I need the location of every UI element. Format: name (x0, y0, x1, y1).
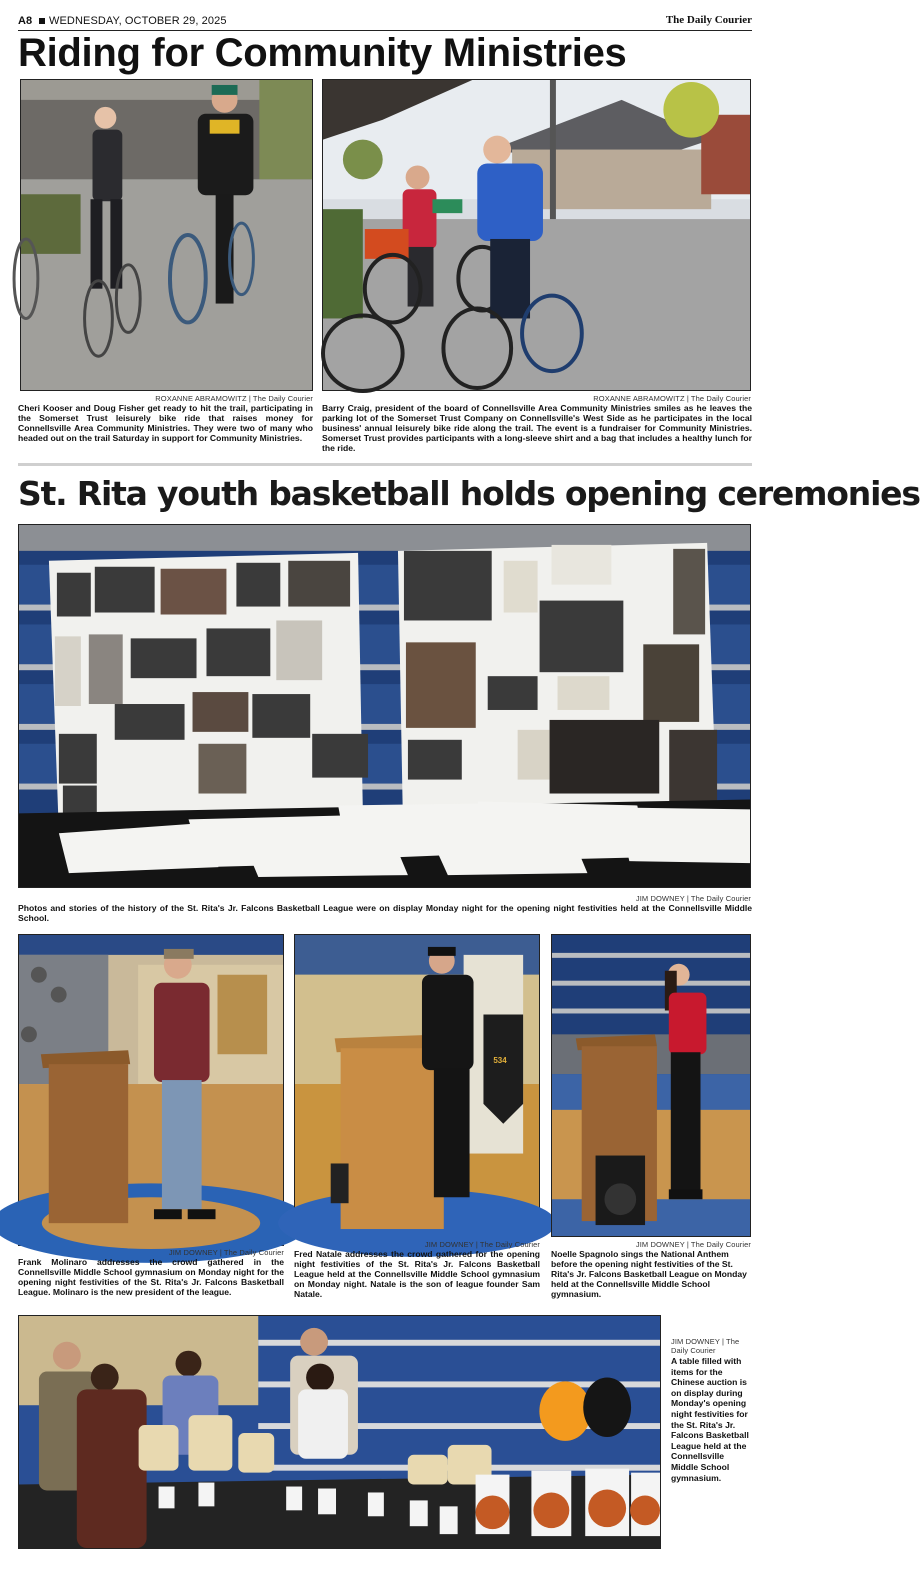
photo-credit: ROXANNE ABRAMOWITZ | The Daily Courier (593, 394, 751, 403)
photo-credit: ROXANNE ABRAMOWITZ | The Daily Courier (155, 394, 313, 403)
photo-kooser-fisher (20, 79, 313, 391)
photo-credit: JIM DOWNEY | The Daily Courier (424, 1240, 540, 1249)
photo-barry-craig (322, 79, 751, 391)
page-header (18, 14, 752, 31)
photo-noelle-spagnolo (551, 934, 751, 1237)
headline-st-rita: St. Rita youth basketball holds opening ceremonies (18, 474, 920, 513)
separator-square-icon (39, 18, 45, 24)
photo-credit: JIM DOWNEY | The Daily Courier (635, 894, 751, 903)
podium-emblem-number: 534 (493, 1056, 507, 1065)
photo-credit: JIM DOWNEY | The Daily Courier (671, 1337, 740, 1355)
photo-frank-molinaro (18, 934, 284, 1246)
photo-credit: JIM DOWNEY | The Daily Courier (168, 1248, 284, 1257)
photo-caption: Cheri Kooser and Doug Fisher get ready to hit the trail, participating in the Somerset Trust leisurely bike ride that raises money for Connellsville Area Community Ministries. They were two of many who headed out on the trail Saturday in support for Community Ministries. (18, 403, 313, 443)
photo-caption: A table filled with items for the Chinese auction is on display during Monday's opening night festivities for the St. Rita's Jr. Falcons Basketball League held at the Connellsville Middle School gymnasium. (671, 1356, 749, 1483)
masthead: The Daily Courier (665, 14, 752, 26)
issue-date: WEDNESDAY, OCTOBER 29, 2025 (49, 15, 227, 27)
photo-caption: Fred Natale addresses the crowd gathered for the opening night festivities of the St. Rita's Jr. Falcons Basketball League held at the Connellsville Middle School gymnasium on Monday night. Natale is the son of league founder Sam Natale. (294, 1249, 540, 1299)
photo-history-display (18, 524, 751, 888)
photo-auction-table (18, 1315, 661, 1549)
photo-fred-natale (294, 934, 540, 1237)
page-number: A8 (18, 15, 33, 27)
photo-caption: Frank Molinaro addresses the crowd gathered in the Connellsville Middle School gymnasium on Monday night for the opening night festivities of the St. Rita's Jr. Falcons Basketball League. Molinaro is the new president of the league. (18, 1257, 284, 1297)
photo-caption: Noelle Spagnolo sings the National Anthem before the opening night festivities of the St. Rita's Jr. Falcons Basketball League on Monday held at the Connellsville Middle School gymnasium. (551, 1249, 747, 1299)
headline-riding: Riding for Community Ministries (18, 31, 627, 75)
section-divider (18, 463, 752, 466)
photo-caption: Barry Craig, president of the board of Connellsville Area Community Ministries smiles as he leaves the parking lot of the Somerset Trust Company on Connellsville's West Side as he participates in the local business' annual leisurely bike ride along the trail. The event is a fundraiser for Community Ministries. Somerset Trust provides participants with a long-sleeve shirt and a bag that includes a healthy lunch for the ride. (322, 403, 752, 453)
photo-credit: JIM DOWNEY | The Daily Courier (635, 1240, 751, 1249)
photo-caption: Photos and stories of the history of the St. Rita's Jr. Falcons Basketball League were on display Monday night for the opening night festivities held at the Connellsville Middle School. (18, 903, 752, 923)
